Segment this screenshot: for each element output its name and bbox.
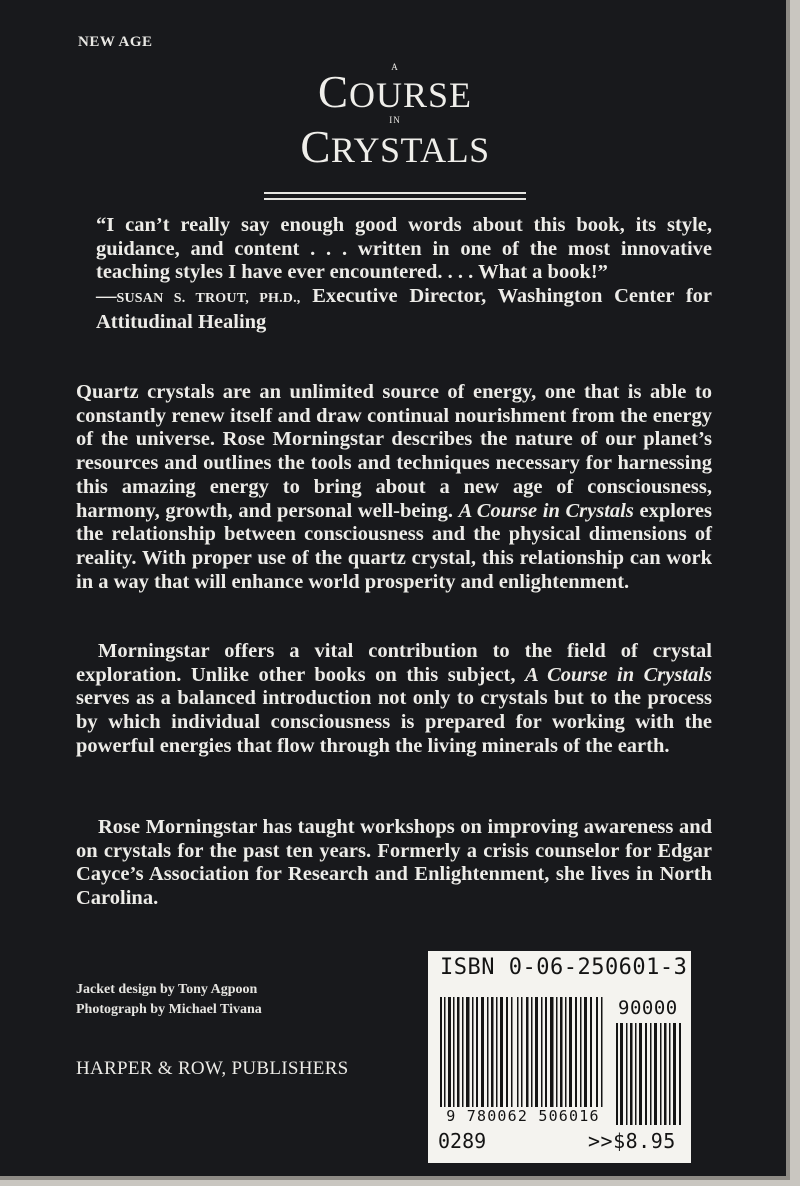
para2-book-title: A Course in Crystals — [525, 663, 712, 686]
genre-label: NEW AGE — [78, 34, 153, 50]
para1-book-title: A Course in Crystals — [458, 499, 634, 522]
quote-attribution-role: Executive Director, Washington Center for Attitudinal Healing — [96, 285, 712, 333]
para2-text-b: serves as a balanced introduction not only to crystals but to the process by which individual consciousness is prepared for working with the powerful energies that flow through the living minerals of the earth. — [76, 687, 712, 757]
credits — [76, 980, 262, 1020]
author-bio — [76, 816, 712, 911]
title-word-course: COURSE — [317, 67, 473, 117]
quote-dash: — — [96, 285, 117, 308]
jacket-credit: Jacket design by Tony Agpoon — [76, 982, 258, 997]
para2-text-a: Morningstar offers a vital contribution to the field of crystal exploration. Unlike other books on this subject, — [76, 640, 712, 686]
barcode-label — [428, 951, 691, 1163]
author-bio-text: Rose Morningstar has taught workshops on improving awareness and on crystals for the past ten years. Formerly a crisis counselor for Edgar Cayce’s Association for Research and Enlightenment, she lives in North Carolina. — [76, 816, 712, 910]
para1-text-b: explores the relationship between consciousness and the physical dimensions of reality. With proper use of the quartz crystal, this relationship can work in a way that will enhance world prosperity and enlightenment. — [76, 499, 712, 593]
photo-credit: Photograph by Michael Tivana — [76, 1002, 262, 1017]
ean-digits: 9 780062 506016 — [438, 1107, 608, 1125]
title-rule-bottom — [264, 198, 526, 200]
publisher-name: HARPER & ROW, PUBLISHERS — [76, 1058, 349, 1079]
quote-text: “I can’t really say enough good words about this book, its style, guidance, and content . . . written in one of the most innovative teaching styles I have ever encountered. . . . What a book!” — [96, 214, 712, 284]
title-word-crystals: CRYSTALS — [300, 122, 490, 172]
price-code: 90000 — [618, 997, 678, 1019]
para1-text-a: Quartz crystals are an unlimited source of energy, one that is able to constantly renew itself and draw continual nourishment from the energy of the universe. Rose Morningstar describes the nature of our planet’s resources and outlines the tools and techniques necessary for harnessing this amazing energy to bring about a new age of consciousness, harmony, growth, and personal well-being. — [76, 381, 712, 522]
lot-code: 0289 — [438, 1129, 487, 1153]
book-title — [0, 62, 790, 172]
quote-attribution-name: SUSAN S. TROUT, PH.D., — [116, 291, 301, 307]
price: >>$8.95 — [588, 1129, 676, 1153]
description-paragraph-1 — [76, 381, 712, 594]
isbn-text: ISBN 0-06-250601-3 — [440, 955, 688, 980]
description-paragraph-2 — [76, 640, 712, 759]
title-article: A — [391, 62, 399, 72]
endorsement-quote — [96, 214, 712, 335]
title-rule-top — [264, 192, 526, 194]
title-connector: IN — [389, 115, 401, 125]
